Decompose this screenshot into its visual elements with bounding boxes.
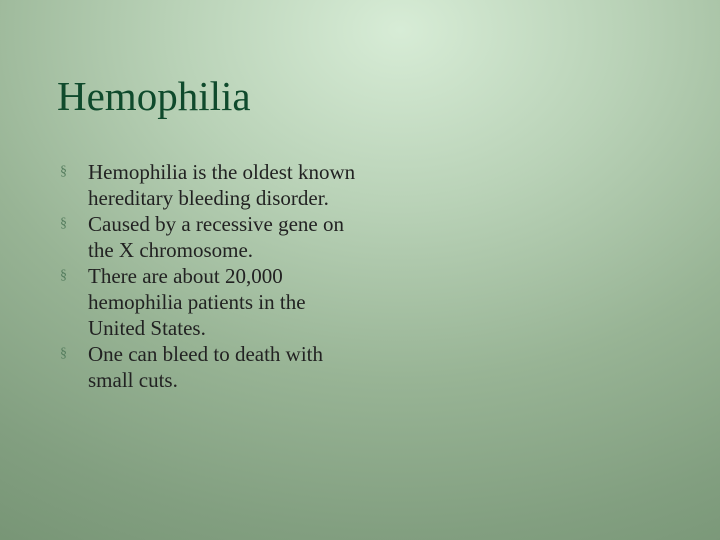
bullet-text: There are about 20,000 hemophilia patients in the United States.	[88, 264, 306, 340]
bullet-item	[60, 159, 360, 211]
bullet-item	[60, 341, 360, 393]
section-sign-icon: §	[60, 268, 67, 283]
section-sign-icon: §	[60, 346, 67, 361]
bullet-list	[60, 159, 360, 393]
bullet-text: One can bleed to death with small cuts.	[88, 342, 323, 392]
slide-title: Hemophilia	[57, 73, 251, 119]
section-sign-icon: §	[60, 216, 67, 231]
bullet-item	[60, 263, 360, 341]
section-sign-icon: §	[60, 164, 67, 179]
bullet-item	[60, 211, 360, 263]
bullet-text: Hemophilia is the oldest known hereditary bleeding disorder.	[88, 160, 356, 210]
bullet-text: Caused by a recessive gene on the X chromosome.	[88, 212, 344, 262]
